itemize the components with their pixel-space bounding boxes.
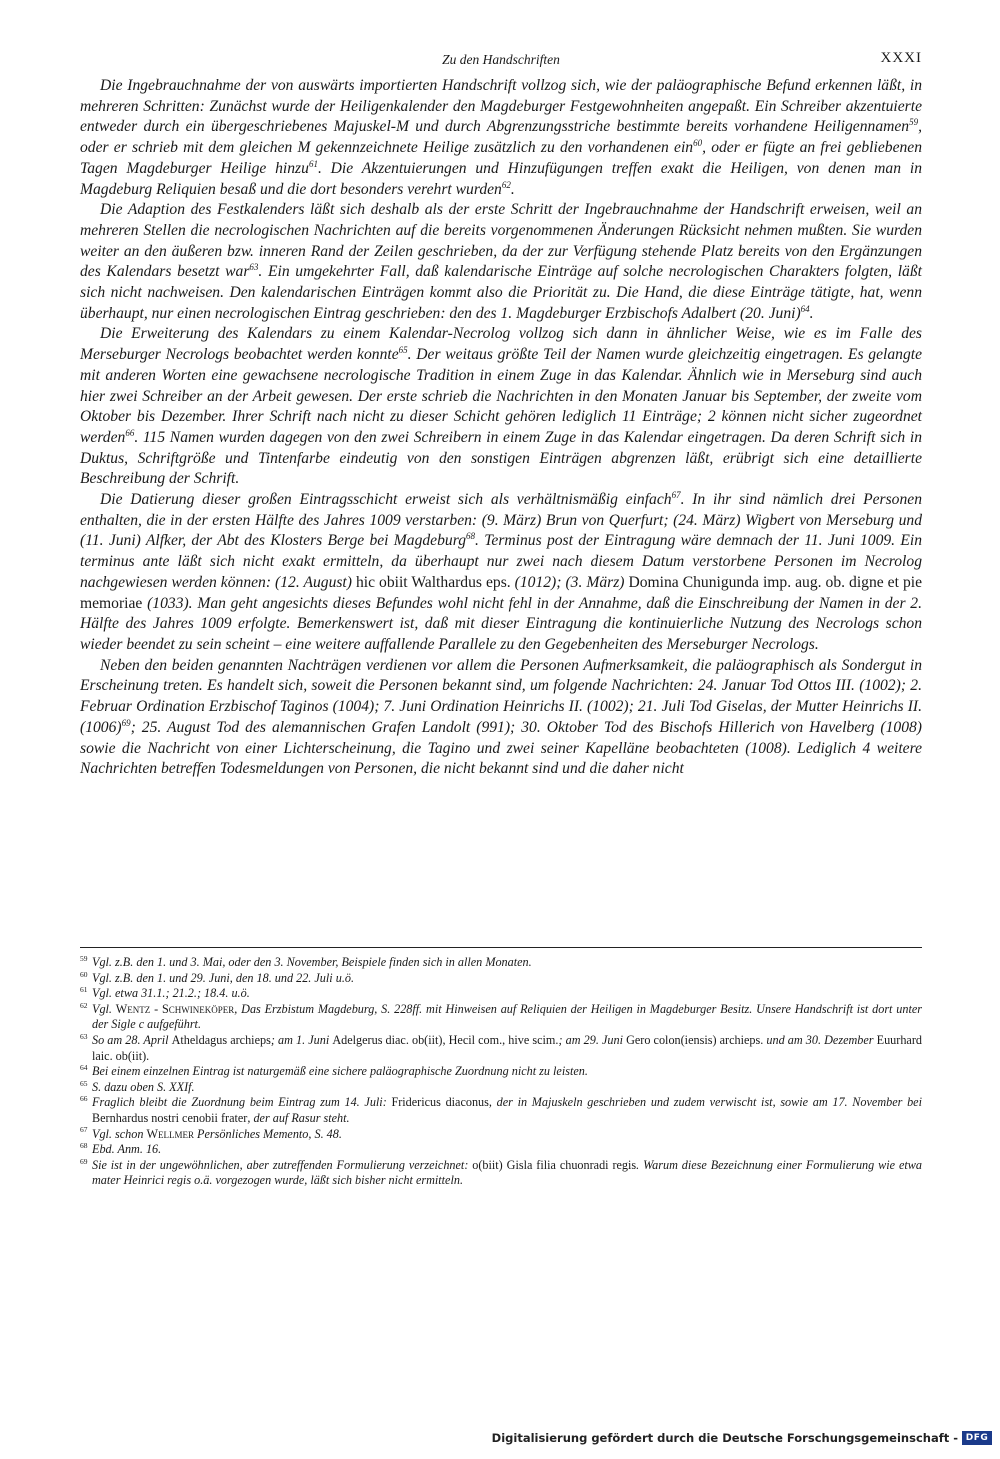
footnote: $^{69}$ Sie ist in der ungewöhnlichen, aber zutreffenden Formulierung verzeichnet: o(biit) Gisla filia chuonradi regis. Warum diese Bezeichnung einer Formulierung wie etwa mater Heinrici regis o.ä. vorgezogen wurde, läßt sich bisher nicht ermitteln. (80, 1156, 922, 1188)
footnote: $^{66}$ Fraglich bleibt die Zuordnung beim Eintrag zum 14. Juli: Fridericus diaconus, der in Majuskeln geschrieben und zudem verwischt ist, sowie am 17. November bei Bernhardus nostri cenobii frater, der auf Rasur steht. (80, 1094, 922, 1125)
main-text (80, 76, 922, 780)
text-run: . 115 Namen wurden dagegen von den zwei Schreibern in einem Zuge in das Kalendar eingetragen. Da deren Schrift sich in Duktus, Schriftgröße und Tintenfarbe eindeutig von den sonstigen Einträgen abgrenzen läßt, erübrigt sich eine detaillierte Beschreibung der Schrift. (80, 428, 922, 488)
text-run: , oder er fügte an frei gebliebenen Tagen Magdeburger Heilige hinzu (80, 139, 922, 177)
footnote-ref: 64 (800, 303, 810, 314)
text-run: . (809, 304, 814, 322)
quoted-entry: Fridericus diaconus (391, 1095, 489, 1110)
footnote-ref: 65 (398, 344, 408, 355)
text-run: (1012); (3. März) (510, 573, 629, 591)
text-run: . Der weitaus größte Teil der Namen wurde gleichzeitig eingetragen. Es gelangte mit anderen Worten eine gewachsene necrologische Tradition in einem Zuge in das Kalendar. Ähnlich wie in Merseburg sind auch hier zwei Schreiber an der Arbeit gewesen. Der erste schrieb die Nachrichten in den Monaten Januar bis September, der zweite vom Oktober bis Dezember. Ihrer Schrift nach nicht zu dieser Schicht gehören lediglich 11 Einträge; 2 können nicht sicher zugeordnet werden (80, 346, 922, 446)
footnote-ref: 59 (909, 117, 919, 128)
text-run: Die Adaption des Festkalenders läßt sich deshalb als der erste Schritt der Ingebrauchnahme der Handschrift erweisen, weil an mehreren Stellen die necrologischen Nachrichten auf die bereits vorgenommenen Änderungen Rücksicht nehmen mußten. Sie wurden weiter an den äußeren bzw. inneren Rand der Zeilen geschrieben, da der zur Verfügung stehende Platz bereits von den Ergänzungen des Kalendars besetzt war (80, 201, 922, 281)
footnote-ref: 61 (308, 158, 318, 169)
text-run: Ebd. Anm. 16. (92, 1142, 162, 1157)
paragraph (80, 200, 922, 324)
text-run: Vgl. etwa 31.1.; 21.2.; 18.4. u.ö. (92, 986, 250, 1001)
footnote-ref: 67 (671, 489, 681, 500)
paragraph (80, 76, 922, 200)
footnote: $^{65}$ S. dazu oben S. XXIf. (80, 1078, 195, 1094)
text-run: , der auf Rasur steht. (247, 1110, 350, 1125)
text-run: ; am 29. Juni (558, 1032, 627, 1047)
footnote-ref: 68 (466, 531, 475, 542)
text-run: Vgl. (92, 1001, 116, 1016)
page-number: XXXI (880, 50, 922, 66)
footnotes (80, 955, 922, 1189)
running-title: Zu den Handschriften (442, 52, 560, 67)
text-run: und am 30. Dezember (763, 1032, 877, 1047)
text-run: Vgl. z.B. den 1. und 3. Mai, oder den 3. November, Beispiele finden sich in allen Monaten. (92, 955, 532, 969)
text-run: (1033). Man geht angesichts dieses Befundes wohl nicht fehl in der Annahme, daß die Einschreibung der Namen in der 2. Hälfte des Jahres 1009 erfolgte. Bemerkenswert ist, daß mit dieser Eintragung die kontinuierliche Nutzung des Necrologs schon wieder beendet zu sein scheint – eine weitere auffallende Parallele zu den Gegebenheiten des Merseburger Necrologs. (80, 594, 922, 653)
text-run: S. dazu oben S. XXIf. (92, 1079, 195, 1094)
page-header (80, 50, 922, 72)
text-run: . Terminus post der Eintragung wäre demnach der 11. Juni 1009. Ein terminus ante läßt sich nicht exakt ermitteln, da überhaupt nur zwei nach diesem Datum verstorbene Personen im Necrolog nachgewiesen werden können: (12. August) (80, 532, 923, 591)
text-run: . In ihr sind nämlich drei Personen enthalten, die in der ersten Hälfte des Jahres 1009 verstarben: (9. März) Brun von Querfurt; (24. März) Wigbert von Merseburg und (11. Juni) Alfker, der Abt des Klosters Berge bei Magdeburg (80, 491, 922, 550)
author-name: Wentz - Schwineköper (115, 1001, 235, 1016)
footnote: $^{59}$ Vgl. z.B. den 1. und 3. Mai, oder den 3. November, Beispiele finden sich in allen Monaten. (80, 953, 532, 969)
text-run: Die Erweiterung des Kalendars zu einem Kalendar-Necrolog vollzog sich dann in ähnlicher Weise, wie es im Falle des Merseburger Necrologs beobachtet werden konnte (80, 325, 922, 364)
footnote: $^{62}$ Vgl. Wentz - Schwineköper, Das Erzbistum Magdeburg, S. 228ff. mit Hinweisen auf Reliquien der Heiligen in Magdeburger Besitz. Unsere Handschrift ist dort unter der Sigle c aufgeführt. (80, 1000, 922, 1032)
footnote-divider (80, 947, 922, 948)
text-run: Sie ist in der ungewöhnlichen, aber zutreffenden Formulierung verzeichnet: (92, 1157, 473, 1172)
quoted-entry: Adelgerus diac. ob(iit), Hecil com., hive scim. (332, 1032, 559, 1047)
paragraph (80, 656, 922, 780)
text-run: . Ein umgekehrter Fall, daß kalendarische Einträge auf solche necrologischen Charakters folgten, läßt sich nicht nachweisen. Den kalendarischen Einträgen kommt also die Priorität zu. Die Hand, die diese Einträge tätigte, hat, wenn überhaupt, nur einen necrologischen Eintrag geschrieben: den des 1. Magdeburger Erzbischofs Adalbert (20. Juni) (80, 263, 922, 322)
text-run: ; am 1. Juni (270, 1032, 333, 1047)
quoted-entry: hic obiit Walthardus eps. (355, 573, 511, 591)
text-run: . (510, 180, 515, 198)
footnote: $^{68}$ Ebd. Anm. 16. (80, 1141, 162, 1157)
footnote-ref: 60 (693, 137, 703, 148)
dfg-logo-icon: DFG (962, 1431, 992, 1445)
quoted-entry: Euurhard laic. ob(iit). (92, 1032, 922, 1063)
quoted-entry: Gero colon(iensis) archieps. (626, 1032, 764, 1047)
footnote-ref: 69 (121, 717, 131, 728)
text-run: , oder er schrieb mit dem gleichen M gekennzeichnete Heilige zusätzlich zu den vorhandenen ein (80, 118, 922, 157)
digitization-credit (492, 1430, 992, 1446)
text-run: Neben den beiden genannten Nachträgen verdienen vor allem die Personen Aufmerksamkeit, die paläographisch als Sondergut in Erscheinung treten. Es handelt sich, soweit die Personen bekannt sind, um folgende Nachrichten: 24. Januar Tod Ottos III. (1002); 2. Februar Ordination Erzbischof Taginos (1004); 7. Juni Ordination Heinrichs II. (1002); 21. Juli Tod Giselas, der Mutter Heinrichs II. (1006) (80, 656, 922, 736)
text-run: So am 28. April (92, 1032, 172, 1047)
footnote-ref: 63 (249, 262, 259, 273)
text-run: Fraglich bleibt die Zuordnung beim Eintrag zum 14. Juli: (92, 1095, 392, 1110)
text-run: . Die Akzentuierungen und Hinzufügungen treffen exakt die Heiligen, von denen man in Magdeburg Reliquien besaß und die dort besonders verehrt wurden (80, 159, 922, 198)
text-run: Bei einem einzelnen Eintrag ist naturgemäß eine sichere paläographische Zuordnung nicht zu leisten. (92, 1064, 588, 1079)
credit-text: Digitalisierung gefördert durch die Deutsche Forschungsgemeinschaft - (491, 1431, 958, 1445)
footnote: $^{63}$ So am 28. April Atheldagus archieps; am 1. Juni Adelgerus diac. ob(iit), Hecil com., hive scim.; am 29. Juni Gero colon(iensis) archieps. und am 30. Dezember Euurhard laic. ob(iit). (80, 1031, 922, 1063)
text-run: Persönliches Memento, S. 48. (194, 1126, 342, 1141)
text-run: Vgl. schon (92, 1126, 147, 1141)
footnote: $^{67}$ Vgl. schon Wellmer Persönliches Memento, S. 48. (80, 1125, 342, 1141)
paragraph (80, 324, 922, 490)
footnote-ref: 66 (125, 427, 135, 438)
text-run: , der in Majuskeln geschrieben und zudem verwischt ist, sowie am 17. November bei (488, 1095, 922, 1110)
paragraph (80, 490, 922, 656)
footnote: $^{61}$ Vgl. etwa 31.1.; 21.2.; 18.4. u.ö. (80, 985, 250, 1001)
footnote-ref: 62 (501, 179, 511, 190)
footnote: $^{64}$ Bei einem einzelnen Eintrag ist naturgemäß eine sichere paläographische Zuordnung nicht zu leisten. (80, 1063, 588, 1079)
author-name: Wellmer (146, 1126, 194, 1141)
text-run: Die Ingebrauchnahme der von auswärts importierten Handschrift vollzog sich, wie der paläographische Befund erkennen läßt, in mehreren Schritten: Zunächst wurde der Heiligenkalender den Magdeburger Festgewohnheiten angepaßt. Ein Schreiber akzentuierte entweder durch ein übergeschriebenes Majuskel-M und durch Abgrenzungsstriche bestimmte bereits vorhandene Heiligennamen (80, 77, 922, 136)
text-run: , Das Erzbistum Magdeburg, S. 228ff. mit Hinweisen auf Reliquien der Heiligen in Magdeburger Besitz. Unsere Handschrift ist dort unter der Sigle c aufgeführt. (92, 1001, 922, 1032)
quoted-entry: Atheldagus archieps (171, 1032, 271, 1047)
text-run: Die Datierung dieser großen Eintragsschicht erweist sich als verhältnismäßig einfach (100, 491, 672, 509)
text-run: ; 25. August Tod des alemannischen Grafen Landolt (991); 30. Oktober Tod des Bischofs Hillerich von Havelberg (1008) sowie die Nachricht von einer Lichterscheinung, die Tagino und zwei seiner Kapelläne beobachteten (1008). Lediglich 4 weitere Nachrichten betreffen Todesmeldungen von Personen, die nicht bekannt sind und die daher nicht (80, 718, 922, 778)
text-run: . Warum diese Bezeichnung einer Formulierung wie etwa mater Heinrici regis o.ä. vorgezogen wurde, läßt sich bisher nicht ermitteln. (92, 1157, 922, 1188)
text-run: Vgl. z.B. den 1. und 29. Juni, den 18. und 22. Juli u.ö. (92, 970, 355, 985)
quoted-entry: Domina Chunigunda imp. aug. ob. digne et pie memoriae (80, 573, 922, 612)
footnote: $^{60}$ Vgl. z.B. den 1. und 29. Juni, den 18. und 22. Juli u.ö. (80, 969, 355, 985)
quoted-entry: o(biit) Gisla filia chuonradi regis (472, 1157, 637, 1172)
quoted-entry: Bernhardus nostri cenobii frater (92, 1110, 248, 1125)
